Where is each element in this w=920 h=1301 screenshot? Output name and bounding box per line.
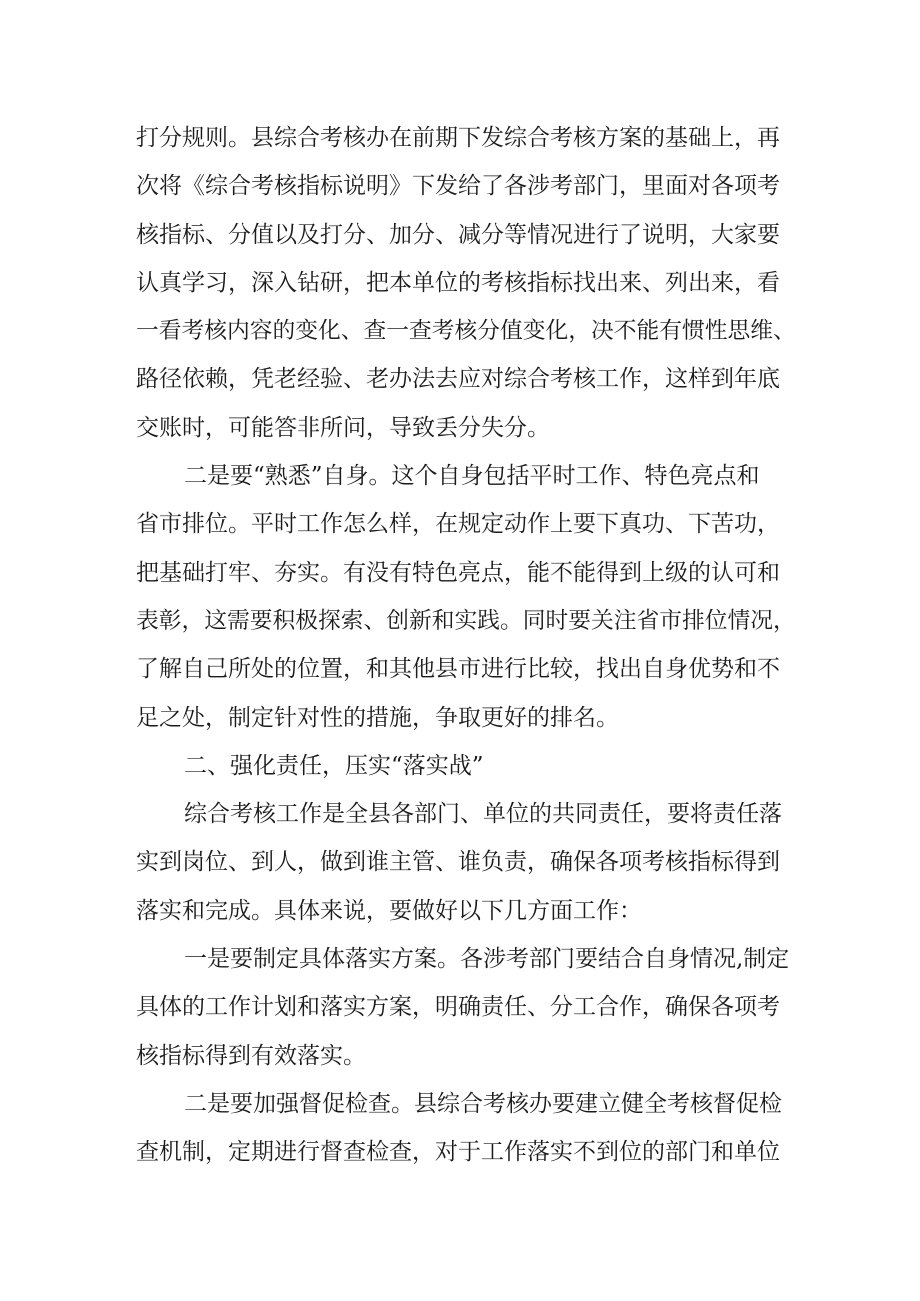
text-line: 足之处，制定针对性的措施，争取更好的排名。 [136,704,619,731]
text-line: 二是要加强督促检查。县综合考核办要建立健全考核督促检 [184,1090,782,1117]
text-line: 核指标、分值以及打分、加分、减分等情况进行了说明，大家要 [136,221,780,248]
text-line: 交账时，可能答非所问，导致丢分失分。 [136,414,550,441]
text-line: 了解自己所处的位置，和其他县市进行比较，找出自身优势和不 [136,656,780,683]
text-line: 具体的工作计划和落实方案，明确责任、分工合作，确保各项考 [136,994,780,1021]
text-line: 一是要制定具体落实方案。各涉考部门要结合自身情况,制定 [184,946,790,973]
text-line: 核指标得到有效落实。 [136,1042,366,1069]
text-line: 查机制，定期进行督查检查，对于工作落实不到位的部门和单位 [136,1139,780,1166]
text-line: 二、强化责任，压实“落实战” [184,752,484,779]
text-line: 路径依赖，凭老经验、老办法去应对综合考核工作，这样到年底 [136,366,780,393]
text-line: 省市排位。平时工作怎么样，在规定动作上要下真功、下苦功， [136,511,780,538]
text-line: 一看考核内容的变化、查一查考核分值变化，决不能有惯性思维、 [136,318,796,345]
text-line: 次将《综合考核指标说明》下发给了各涉考部门，里面对各项考 [136,173,780,200]
text-line: 综合考核工作是全县各部门、单位的共同责任，要将责任落 [184,801,782,828]
text-line: 把基础打牢、夯实。有没有特色亮点，能不能得到上级的认可和 [136,559,780,586]
text-line: 实到岗位、到人，做到谁主管、谁负责，确保各项考核指标得到 [136,849,780,876]
document-body [136,114,796,1177]
text-line: 落实和完成。具体来说，要做好以下几方面工作： [136,897,642,924]
text-line: 认真学习，深入钻研，把本单位的考核指标找出来、列出来，看 [136,269,780,296]
text-line: 打分规则。县综合考核办在前期下发综合考核方案的基础上，再 [136,125,780,151]
text-line: 二是要“熟悉”自身。这个自身包括平时工作、特色亮点和 [184,463,760,490]
text-line: 表彰，这需要积极探索、创新和实践。同时要关注省市排位情况， [136,607,796,634]
